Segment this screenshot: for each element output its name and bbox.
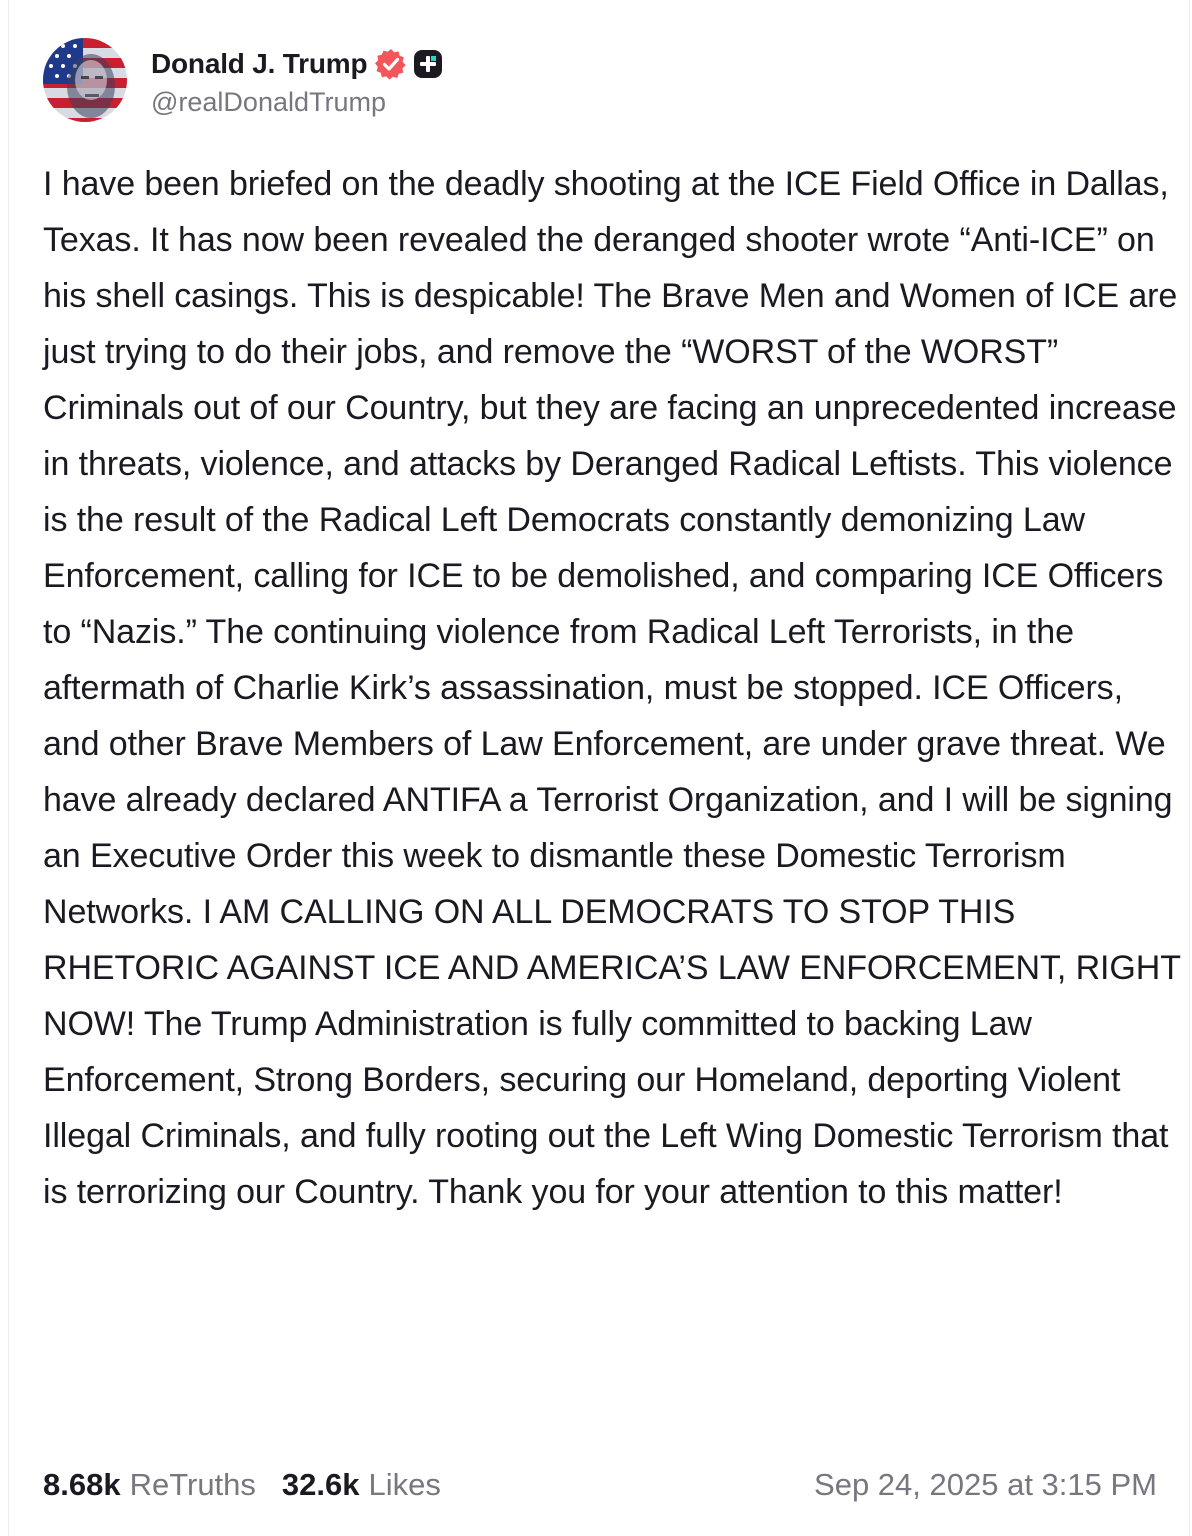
post-footer — [43, 1460, 1157, 1510]
post-header — [43, 38, 443, 122]
author-handle[interactable]: @realDonaldTrump — [151, 86, 386, 117]
likes-count: 32.6k — [281, 1467, 360, 1502]
retruths-stat[interactable] — [43, 1467, 256, 1503]
author-info — [151, 43, 443, 118]
post-card — [8, 0, 1190, 1536]
post-timestamp[interactable]: Sep 24, 2025 at 3:15 PM — [814, 1467, 1157, 1502]
avatar[interactable] — [43, 38, 127, 122]
retruths-count: 8.68k — [43, 1467, 121, 1502]
author-display-name[interactable]: Donald J. Trump — [151, 47, 368, 79]
avatar-image — [43, 38, 127, 122]
likes-stat[interactable] — [282, 1467, 441, 1503]
truth-plus-icon — [413, 49, 443, 79]
post-body: I have been briefed on the deadly shooting at the ICE Field Office in Dallas, Texas. It has now been revealed the deranged shooter wrote “Anti-ICE” on his shell casings. This is despicable! The Brave Men and Women of ICE are just trying to do their jobs, and remove the “WORST of the WORST” Criminals out of our Country, but they are facing an unprecedented increase in threats, violence, and attacks by Deranged Radical Leftists. This violence is the result of the Radical Left Democrats constantly demonizing Law Enforcement, calling for ICE to be demolished, and comparing ICE Officers to “Nazis.” The continuing violence from Radical Left Terrorists, in the aftermath of Charlie Kirk’s assassination, must be stopped. ICE Officers, and other Brave Members of Law Enforcement, are under grave threat. We have already declared ANTIFA a Terrorist Organization, and I will be signing an Executive Order this week to dismantle these Domestic Terrorism Networks. I AM CALLING ON ALL DEMOCRATS TO STOP THIS RHETORIC AGAINST ICE AND AMERICA’S LAW ENFORCEMENT, RIGHT NOW! The Trump Administration is fully committed to backing Law Enforcement, Strong Borders, securing our Homeland, deporting Violent Illegal Criminals, and fully rooting out the Left Wing Domestic Terrorism that is terrorizing our Country. Thank you for your attention to this matter! — [43, 165, 1181, 1211]
verified-badge-icon — [375, 48, 407, 80]
retruths-label: ReTruths — [129, 1467, 256, 1502]
likes-label: Likes — [368, 1467, 441, 1502]
author-name-row — [151, 43, 443, 85]
